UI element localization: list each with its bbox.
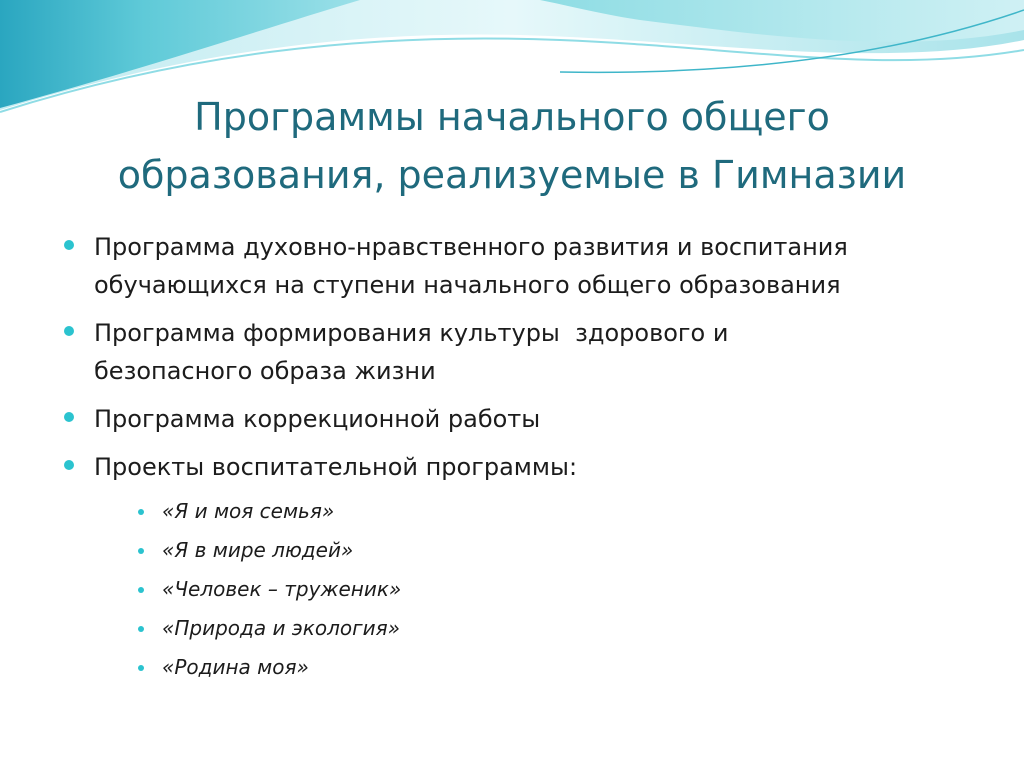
list-item (60, 314, 960, 390)
list-item-text-line-1: Программа духовно-нравственного развития и воспитания (94, 233, 848, 261)
circle-bullet-icon (64, 412, 74, 422)
list-item (60, 400, 960, 438)
circle-bullet-icon (138, 509, 144, 515)
sub-list-item-text: «Природа и экология» (162, 616, 400, 640)
circle-bullet-icon (138, 665, 144, 671)
main-list (60, 228, 960, 486)
sub-list (132, 492, 1024, 687)
list-item-text-line-1: Программа формирования культуры здорового и (94, 319, 729, 347)
title-line-1: Программы начального общего (194, 95, 830, 139)
circle-bullet-icon (138, 548, 144, 554)
sub-list-item (132, 531, 1024, 570)
circle-bullet-icon (64, 460, 74, 470)
title-line-2: образования, реализуемые в Гимназии (117, 153, 907, 197)
list-item (60, 228, 960, 304)
content-area (60, 228, 960, 687)
list-item-text: Проекты воспитательной программы: (94, 453, 578, 481)
sub-list-item-text: «Я в мире людей» (162, 538, 354, 562)
circle-bullet-icon (138, 626, 144, 632)
circle-bullet-icon (138, 587, 144, 593)
list-item-text-line-2: безопасного образа жизни (94, 357, 436, 385)
sub-list-item-text: «Родина моя» (162, 655, 309, 679)
list-item-text-line-2: обучающихся на ступени начального общего образования (94, 271, 841, 299)
circle-bullet-icon (64, 240, 74, 250)
circle-bullet-icon (64, 326, 74, 336)
sub-list-item-text: «Человек – труженик» (162, 577, 402, 601)
sub-list-item (132, 492, 1024, 531)
list-item-text: Программа коррекционной работы (94, 405, 541, 433)
sub-list-item (132, 609, 1024, 648)
sub-list-item (132, 570, 1024, 609)
slide-title (60, 88, 964, 204)
sub-list-item-text: «Я и моя семья» (162, 499, 335, 523)
sub-list-item (132, 648, 1024, 687)
list-item (60, 448, 960, 486)
